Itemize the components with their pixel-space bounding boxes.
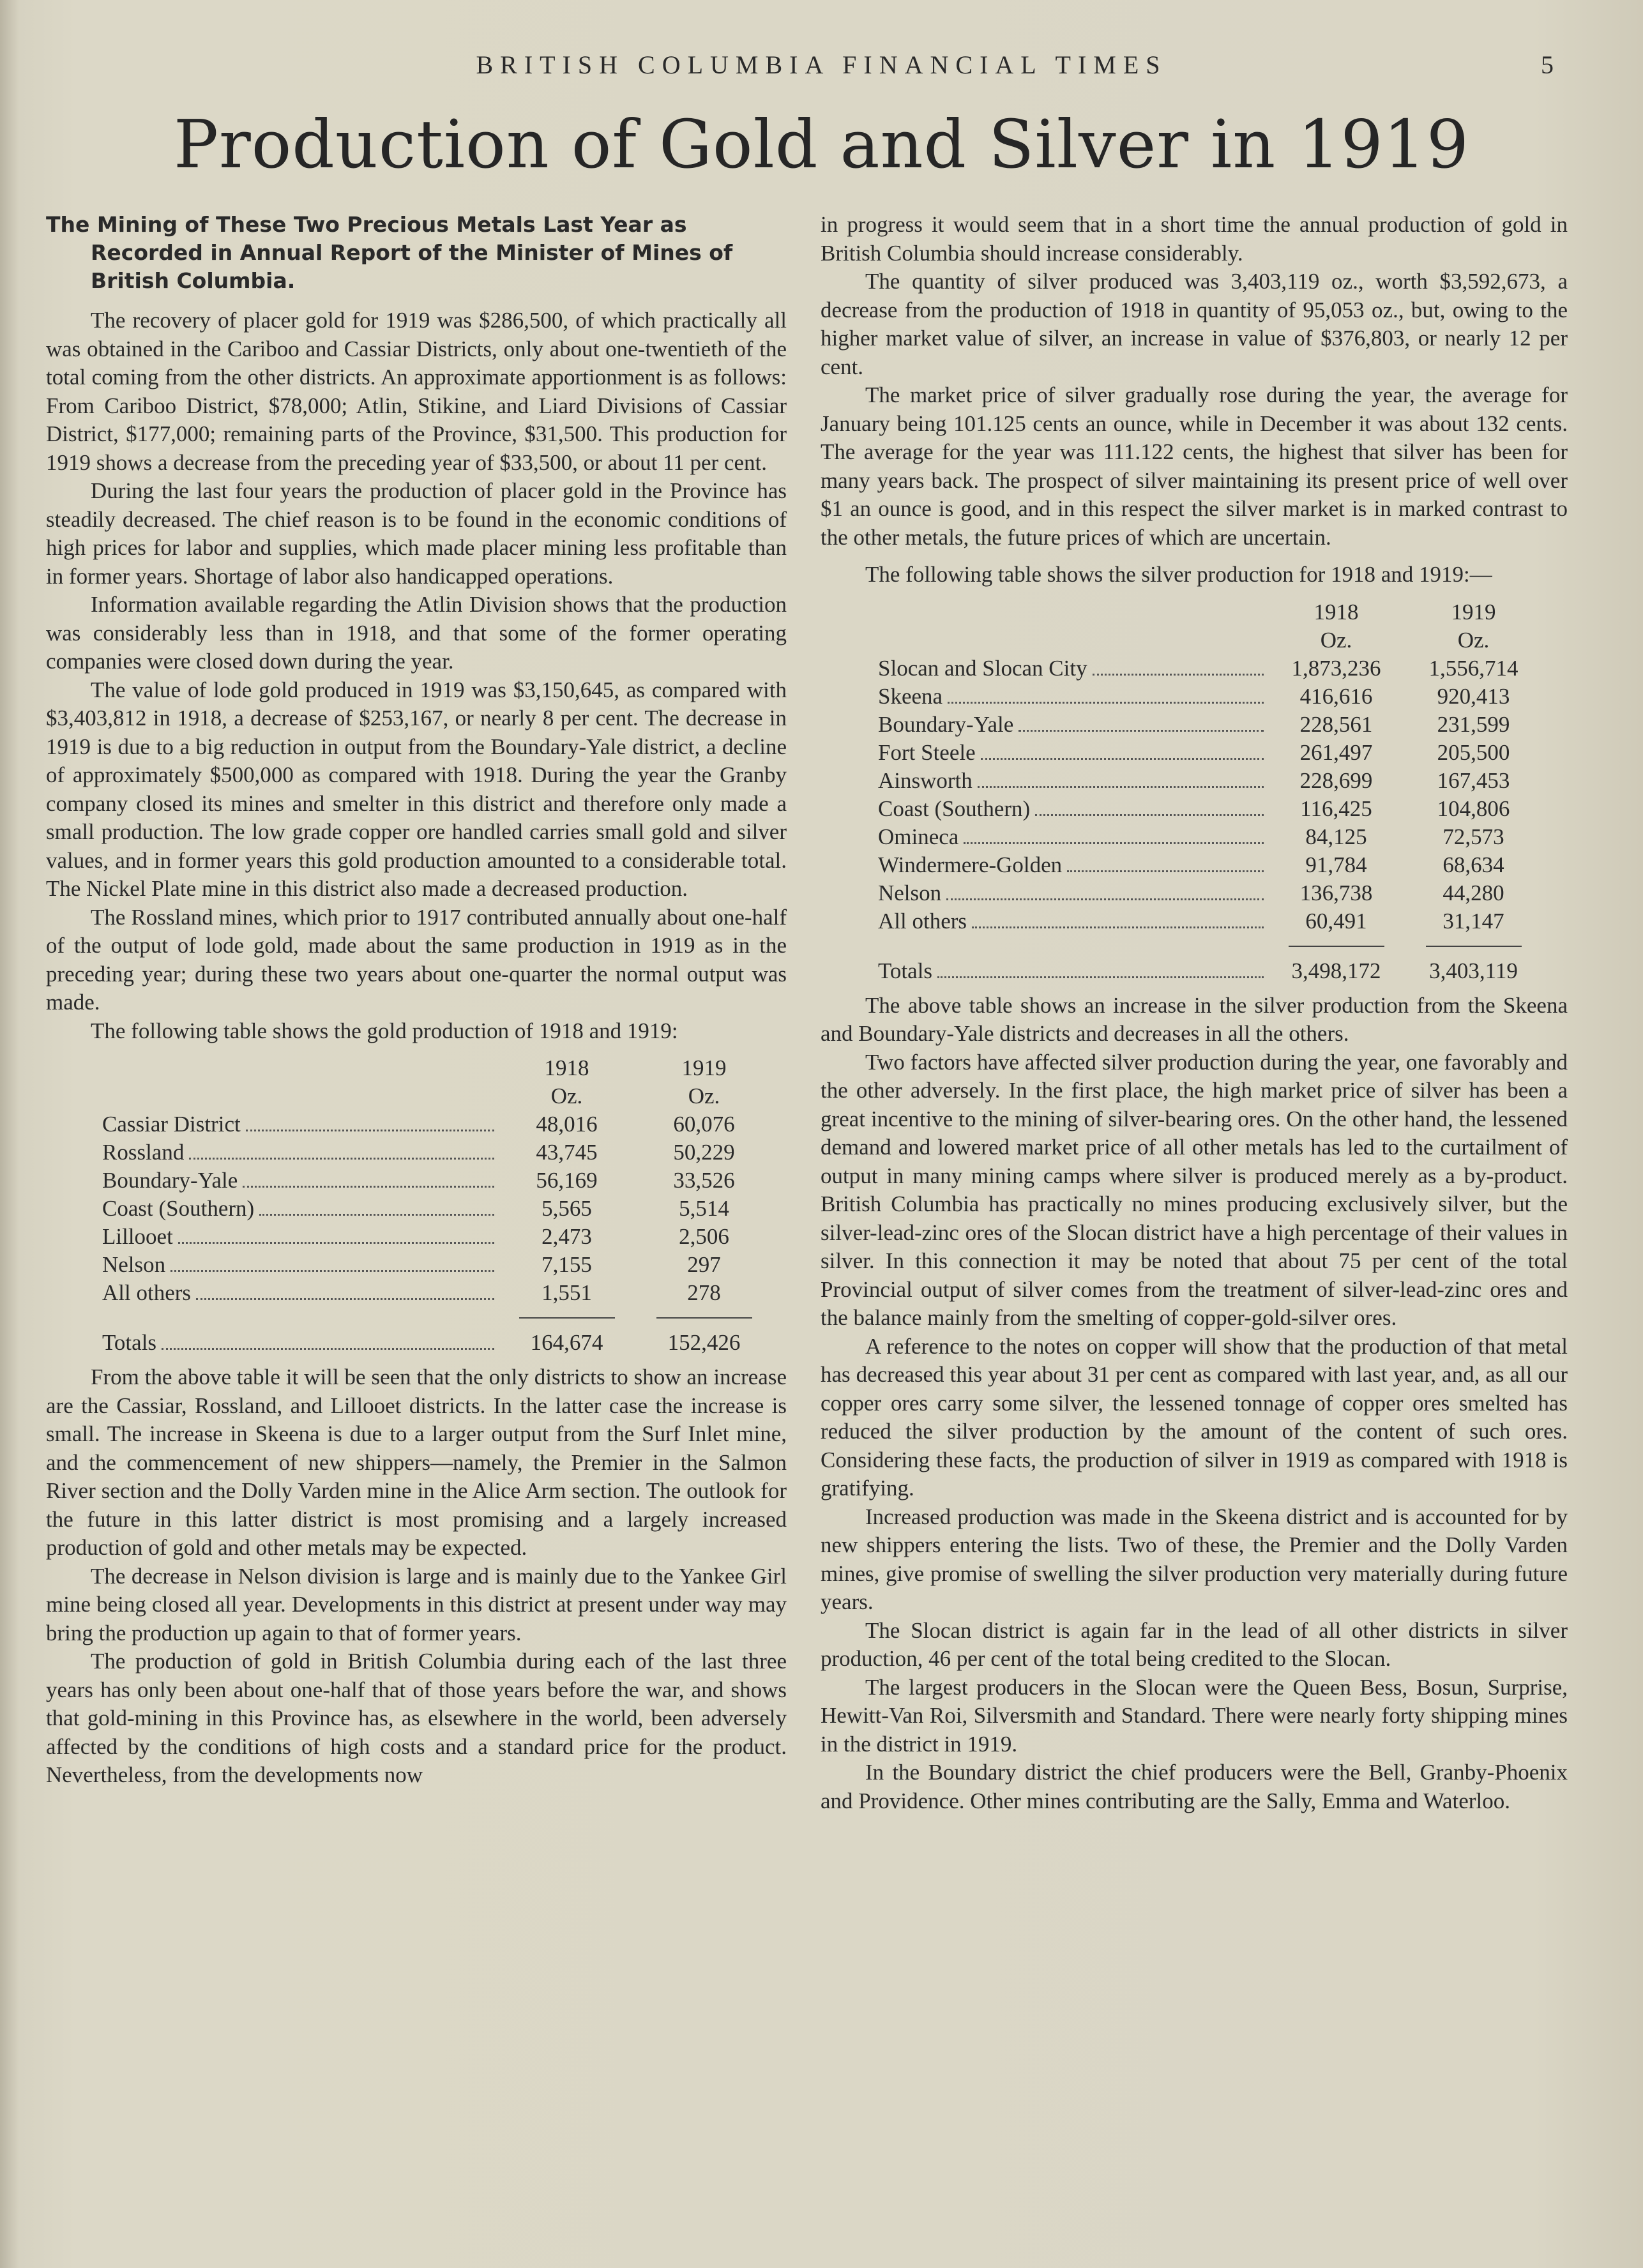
table-header-row bbox=[878, 598, 1542, 626]
table-row bbox=[878, 795, 1542, 823]
value-1918: 261,497 bbox=[1299, 739, 1373, 765]
article-lead bbox=[46, 211, 787, 295]
table-row bbox=[102, 1167, 773, 1195]
table-row bbox=[878, 711, 1542, 739]
value-1918: 60,491 bbox=[1305, 908, 1367, 934]
district-name: Ainsworth bbox=[878, 767, 973, 793]
paragraph: The recovery of placer gold for 1919 was $286,500, of which practically all was obtained in the Cariboo and Cassiar Districts, only about one-twentieth of the total coming from the other districts. An approximate apportionment is as follows: From Cariboo District, $78,000; Atlin, Stikine, and Liard Divisions of Cassiar District, $177,000; remaining parts of the Province, $31,500. This production for 1919 shows a decrease from the preceding year of $33,500, or about 11 per cent. bbox=[46, 308, 787, 475]
paragraph: in progress it would seem that in a short time the annual production of gold in British Columbia should increase considerably. bbox=[821, 212, 1568, 266]
table-row bbox=[878, 823, 1542, 851]
right-column bbox=[821, 211, 1568, 1815]
paragraph: The market price of silver gradually rose during the year, the average for January being 101.125 cents an ounce, while in December it was about 132 cents. The average for the year was 111.122 cents, the highest that silver has been for many years back. The prospect of silver maintaining its present price of well over $1 an ounce is good, and in this respect the silver market is in marked contrast to the other metals, the future prices of which are uncertain. bbox=[821, 382, 1568, 550]
paragraph: In the Boundary district the chief producers were the Bell, Granby-Phoenix and Providence. Other mines contributing are the Sally, Emma and Waterloo. bbox=[821, 1760, 1568, 1813]
table-row bbox=[102, 1110, 773, 1138]
district-name: Lillooet bbox=[102, 1224, 173, 1249]
silver-production-table bbox=[821, 598, 1542, 985]
value-1918: 1,873,236 bbox=[1291, 655, 1381, 681]
total-rule bbox=[878, 935, 1542, 957]
paragraph: The following table shows the silver production for 1918 and 1919:— bbox=[865, 562, 1492, 587]
value-1918: 91,784 bbox=[1305, 852, 1367, 877]
table-unit-row bbox=[878, 626, 1542, 654]
page-number: 5 bbox=[1541, 50, 1554, 79]
column-unit: Oz. bbox=[1320, 627, 1352, 653]
district-name: Skeena bbox=[878, 683, 943, 709]
value-1918: 2,473 bbox=[541, 1224, 592, 1249]
value-1918: 228,699 bbox=[1299, 767, 1373, 793]
column-header-1919: 1919 bbox=[1451, 599, 1496, 624]
paragraph: The Rossland mines, which prior to 1917 contributed annually about one-half of the output of lode gold, made about the same production in 1919 as in the preceding year; during these two years about one-quarter the normal output was made. bbox=[46, 904, 787, 1015]
paragraph: Information available regarding the Atlin Division shows that the production was considerably less than in 1918, and that some of the former operating companies were closed down during the year. bbox=[46, 592, 787, 674]
column-unit: Oz. bbox=[688, 1084, 720, 1108]
table-row bbox=[102, 1195, 773, 1223]
column-unit: Oz. bbox=[1457, 627, 1490, 653]
lead-line-2: Recorded in Annual Report of the Minister of Mines of bbox=[91, 240, 733, 265]
paragraph: The largest producers in the Slocan were the Queen Bess, Bosun, Surprise, Hewitt-Van Roi, Silversmith and Standard. There were nearly forty shipping mines in the district in 1919. bbox=[821, 1674, 1568, 1757]
paragraph: Increased production was made in the Skeena district and is accounted for by new shippers entering the lists. Two of these, the Premier and the Dolly Varden mines, give promise of swelling the silver production very materially during future years. bbox=[821, 1504, 1568, 1614]
gold-table-body bbox=[102, 1110, 773, 1307]
district-name: Coast (Southern) bbox=[102, 1196, 255, 1221]
total-1919: 152,426 bbox=[667, 1330, 741, 1355]
value-1918: 416,616 bbox=[1299, 683, 1373, 709]
district-name: Omineca bbox=[878, 824, 959, 849]
table-row bbox=[102, 1138, 773, 1167]
district-name: Nelson bbox=[878, 880, 942, 905]
value-1919: 50,229 bbox=[673, 1140, 735, 1165]
table-total-row bbox=[102, 1329, 773, 1357]
lead-line-1: The Mining of These Two Precious Metals Last Year as bbox=[46, 212, 687, 237]
value-1919: 1,556,714 bbox=[1428, 655, 1518, 681]
table-row bbox=[102, 1223, 773, 1251]
paragraph: The following table shows the gold production of 1918 and 1919: bbox=[91, 1018, 678, 1043]
article-title: Production of Gold and Silver in 1919 bbox=[174, 105, 1469, 183]
table-row bbox=[878, 767, 1542, 795]
district-name: Boundary-Yale bbox=[878, 711, 1014, 737]
publication-title: BRITISH COLUMBIA FINANCIAL TIMES bbox=[476, 50, 1167, 79]
value-1918: 48,016 bbox=[536, 1112, 598, 1137]
column-header-1918: 1918 bbox=[1314, 599, 1359, 624]
table-row bbox=[878, 879, 1542, 907]
district-name: Boundary-Yale bbox=[102, 1168, 238, 1193]
total-rule bbox=[102, 1307, 773, 1329]
district-name: All others bbox=[878, 908, 967, 934]
district-name: Nelson bbox=[102, 1252, 166, 1277]
table-row bbox=[878, 739, 1542, 767]
value-1919: 278 bbox=[687, 1280, 721, 1305]
paragraph: The decrease in Nelson division is large and is mainly due to the Yankee Girl mine being closed all year. Developments in this district at present under way may bring the production up again to that of former years. bbox=[46, 1563, 787, 1645]
district-name: Coast (Southern) bbox=[878, 796, 1031, 821]
district-name: Slocan and Slocan City bbox=[878, 655, 1087, 681]
value-1918: 116,425 bbox=[1300, 796, 1372, 821]
paragraph: The Slocan district is again far in the lead of all other districts in silver production, 46 per cent of the total being credited to the Slocan. bbox=[821, 1617, 1568, 1671]
value-1918: 228,561 bbox=[1299, 711, 1373, 737]
lead-line-3: British Columbia. bbox=[91, 268, 296, 293]
value-1919: 2,506 bbox=[679, 1224, 729, 1249]
value-1919: 68,634 bbox=[1442, 852, 1504, 877]
value-1918: 7,155 bbox=[541, 1252, 592, 1277]
paragraph: The value of lode gold produced in 1919 was $3,150,645, as compared with $3,403,812 in 1918, a decrease of $253,167, or nearly 8 per cent. The decrease in 1919 is due to a big reduction in output from the Boundary-Yale district, a decline of approximately $500,000 as compared with 1918. During the year the Granby company closed its mines and smelter in this district and therefore only made a small production. The low grade copper ore handled carries small gold and silver values, and in former years this gold production amounted to a considerable total. The Nickel Plate mine in this district also made a decreased production. bbox=[46, 677, 787, 901]
value-1919: 205,500 bbox=[1437, 739, 1510, 765]
table-row bbox=[878, 654, 1542, 683]
paragraph: The quantity of silver produced was 3,403,119 oz., worth $3,592,673, a decrease from the production of 1918 in quantity of 95,053 oz., but, owing to the higher market value of silver, an increase in value of $376,803, or nearly 12 per cent. bbox=[821, 269, 1568, 379]
value-1918: 1,551 bbox=[541, 1280, 592, 1305]
paragraph: The production of gold in British Columbia during each of the last three years has only been about one-half that of those years before the war, and shows that gold-mining in this Province has, as elsewhere in the world, been adversely affected by the conditions of high costs and a standard price for the product. Nevertheless, from the developments now bbox=[46, 1649, 787, 1787]
district-name: Rossland bbox=[102, 1140, 185, 1165]
value-1919: 33,526 bbox=[673, 1168, 735, 1193]
value-1918: 43,745 bbox=[536, 1140, 598, 1165]
table-row bbox=[878, 683, 1542, 711]
total-1919: 3,403,119 bbox=[1429, 958, 1518, 983]
table-header-row bbox=[102, 1054, 773, 1082]
value-1919: 920,413 bbox=[1437, 683, 1510, 709]
value-1918: 136,738 bbox=[1299, 880, 1373, 905]
district-name: Windermere-Golden bbox=[878, 852, 1063, 877]
table-row bbox=[102, 1279, 773, 1307]
column-header-1919: 1919 bbox=[681, 1055, 727, 1080]
running-head bbox=[0, 50, 1643, 88]
table-unit-row bbox=[102, 1082, 773, 1110]
total-label: Totals bbox=[878, 958, 933, 983]
table-row bbox=[878, 851, 1542, 879]
left-column bbox=[46, 211, 787, 1790]
value-1919: 31,147 bbox=[1442, 908, 1504, 934]
district-name: Fort Steele bbox=[878, 739, 976, 765]
value-1919: 5,514 bbox=[679, 1196, 729, 1221]
silver-table-body bbox=[878, 654, 1542, 935]
paragraph: Two factors have affected silver production during the year, one favorably and the other adversely. In the first place, the high market price of silver has been a great incentive to the mining of silver-bearing ores. On the other hand, the lessened demand and lowered market price of all other metals has led to the curtailment of output in many mining camps where silver is produced merely as a by-product. British Columbia has practically no mines producing exclusively silver, but the silver-lead-zinc ores of the Slocan district have a high percentage of their values in silver. In this connection it may be noted that about 75 per cent of the total Provincial output of silver comes from the treatment of silver-lead-zinc ores and the balance mainly from the smelting of copper-gold-silver ores. bbox=[821, 1049, 1568, 1330]
district-name: All others bbox=[102, 1280, 192, 1305]
column-header-1918: 1918 bbox=[544, 1055, 589, 1080]
total-1918: 3,498,172 bbox=[1291, 958, 1381, 983]
value-1919: 104,806 bbox=[1437, 796, 1510, 821]
table-total-row bbox=[878, 957, 1542, 985]
paragraph: During the last four years the production of placer gold in the Province has steadily decreased. The chief reason is to be found in the economic conditions of high prices for labor and supplies, which made placer mining less profitable than in former years. Shortage of labor also handicapped operations. bbox=[46, 478, 787, 589]
value-1919: 231,599 bbox=[1437, 711, 1510, 737]
value-1919: 72,573 bbox=[1442, 824, 1504, 849]
table-row bbox=[102, 1251, 773, 1279]
paragraph: A reference to the notes on copper will show that the production of that metal has decreased this year about 31 per cent as compared with last year, and, as all our copper ores carry some silver, the lessened tonnage of copper ores smelted has reduced the silver production by the amount of the content of such ores. Considering these facts, the production of silver in 1919 as compared with 1918 is gratifying. bbox=[821, 1333, 1568, 1501]
value-1919: 167,453 bbox=[1437, 767, 1510, 793]
value-1918: 5,565 bbox=[541, 1196, 592, 1221]
value-1918: 84,125 bbox=[1305, 824, 1367, 849]
value-1919: 60,076 bbox=[673, 1112, 735, 1137]
total-label: Totals bbox=[102, 1330, 157, 1355]
district-name: Cassiar District bbox=[102, 1112, 241, 1137]
paragraph: The above table shows an increase in the silver production from the Skeena and Boundary-Yale districts and decreases in all the others. bbox=[821, 992, 1568, 1046]
table-row bbox=[878, 907, 1542, 935]
value-1919: 297 bbox=[687, 1252, 721, 1277]
total-1918: 164,674 bbox=[530, 1330, 603, 1355]
paragraph: From the above table it will be seen that the only districts to show an increase are the Cassiar, Rossland, and Lillooet districts. In the latter case the increase is small. The increase in Skeena is due to a larger output from the Surf Inlet mine, and the commencement of new shippers—namely, the Premier in the Salmon River section and the Dolly Varden mine in the Alice Arm section. The outlook for the future in this latter district is most promising and a largely increased production of gold and other metals may be expected. bbox=[46, 1365, 787, 1560]
gold-production-table bbox=[46, 1054, 773, 1357]
value-1919: 44,280 bbox=[1442, 880, 1504, 905]
column-unit: Oz. bbox=[550, 1084, 583, 1108]
value-1918: 56,169 bbox=[536, 1168, 598, 1193]
